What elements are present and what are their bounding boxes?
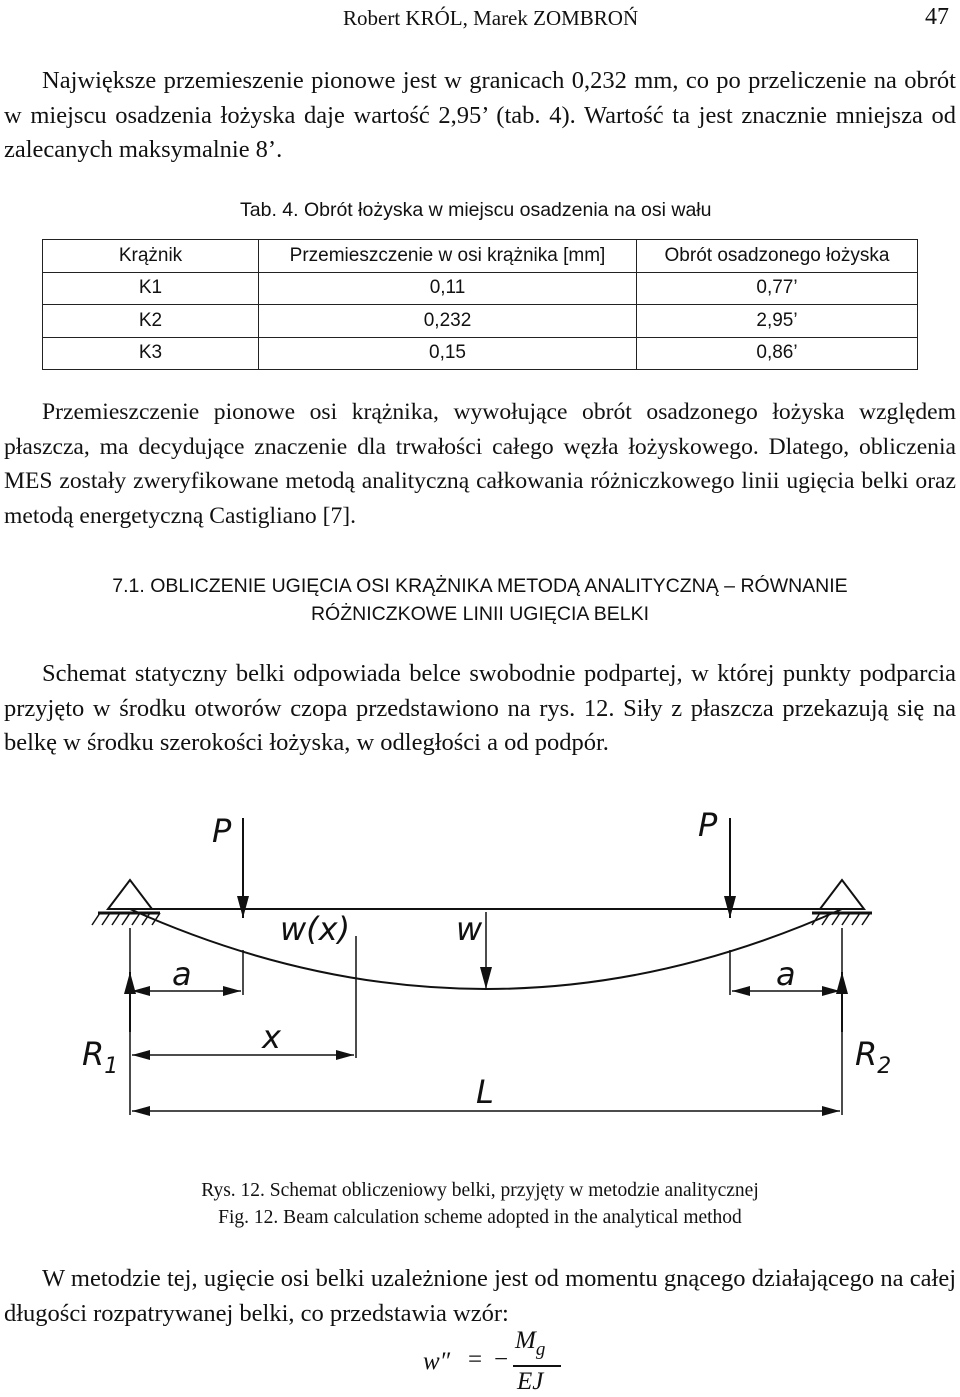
- formula-numerator: $M_g$: [515, 1327, 546, 1360]
- column-header-displacement: Przemieszczenie w osi krążnika [mm]: [259, 240, 637, 273]
- label-wx: w(x): [280, 910, 351, 948]
- label-a-right: a: [776, 955, 796, 993]
- table-cell: 0,77’: [637, 272, 918, 305]
- beam-scheme-diagram: [0, 780, 960, 1170]
- label-a-left: a: [172, 955, 192, 993]
- figure-caption-en: Fig. 12. Beam calculation scheme adopted in the analytical method: [218, 1207, 742, 1228]
- table-row: [43, 272, 918, 305]
- label-r2: $R_2$: [855, 1035, 892, 1079]
- table-cell: 2,95’: [637, 305, 918, 338]
- column-header-rotation: Obrót osadzonego łożyska: [637, 240, 918, 273]
- table-row: [43, 337, 918, 370]
- section-heading-line-2: RÓŻNICZKOWE LINII UGIĘCIA BELKI: [310, 603, 650, 625]
- running-head-authors: Robert KRÓL, Marek ZOMBROŃ: [343, 6, 639, 30]
- label-w: w: [456, 910, 483, 948]
- page-number: 47: [925, 4, 949, 30]
- formula-minus: −: [494, 1346, 509, 1373]
- formula-denominator: EJ: [517, 1368, 544, 1395]
- formula-lhs: w″: [423, 1348, 451, 1375]
- paragraph-max-displacement: Największe przemieszenie pionowe jest w granicach 0,232 mm, co po przeliczenie na obrót w miejscu osadzenia łożyska daje wartość 2,95’ (tab. 4). Wartość ta jest znacznie mniejsza od zalecanych maksymalnie 8’.: [4, 67, 956, 164]
- table-row: [43, 305, 918, 338]
- bearing-rotation-table: [42, 239, 918, 370]
- column-header-roller: Krążnik: [43, 240, 259, 273]
- formula-numerator-subscript: g: [535, 1339, 546, 1360]
- label-r1: $R_1$: [82, 1035, 119, 1079]
- section-heading: [0, 572, 960, 628]
- paragraph-static-scheme: Schemat statyczny belki odpowiada belce swobodnie podpartej, w której punkty podparcia przyjęto w środku otworów czopa przedstawiono na rys. 12. Siły z płaszcza przekazują się na belkę w środku szerokości łożyska, w odległości a od podpór.: [4, 660, 956, 757]
- beam-scheme-figure: [0, 780, 960, 1170]
- fraction-bar: [513, 1365, 561, 1367]
- page-header: [0, 4, 960, 34]
- figure-caption-pl: Rys. 12. Schemat obliczeniowy belki, przyjęty w metodzie analitycznej: [201, 1180, 759, 1201]
- formula-equals: =: [468, 1346, 483, 1373]
- section-heading-line-1: 7.1. OBLICZENIE UGIĘCIA OSI KRĄŻNIKA METODĄ ANALITYCZNĄ – RÓWNANIE: [112, 575, 848, 597]
- table-cell: 0,86’: [637, 337, 918, 370]
- table-cell: K3: [43, 337, 259, 370]
- label-p-left: P: [212, 812, 232, 850]
- table-cell: 0,15: [259, 337, 637, 370]
- table-header-row: [43, 240, 918, 273]
- label-p-right: P: [698, 806, 718, 844]
- table-caption: Tab. 4. Obrót łożyska w miejscu osadzenia na osi wału: [240, 199, 712, 221]
- table-cell: K2: [43, 305, 259, 338]
- paragraph-vertical-displacement: Przemieszczenie pionowe osi krążnika, wywołujące obrót osadzonego łożyska względem płaszcza, ma decydujące znaczenie dla trwałości całego węzła łożyskowego. Dlatego, obliczenia MES zostały zweryfikowane metodą analityczną całkowania różniczkowego linii ugięcia belki oraz metodą energetyczną Castigliano [7].: [4, 399, 956, 529]
- deflection-formula: [420, 1327, 600, 1397]
- paragraph-method-description: W metodzie tej, ugięcie osi belki uzależnione jest od momentu gnącego działającego na całej długości rozpatrywanej belki, co przedstawia wzór:: [4, 1265, 956, 1327]
- table-cell: 0,11: [259, 272, 637, 305]
- table-cell: K1: [43, 272, 259, 305]
- table-cell: 0,232: [259, 305, 637, 338]
- label-L: L: [476, 1073, 494, 1111]
- label-x: x: [262, 1018, 281, 1056]
